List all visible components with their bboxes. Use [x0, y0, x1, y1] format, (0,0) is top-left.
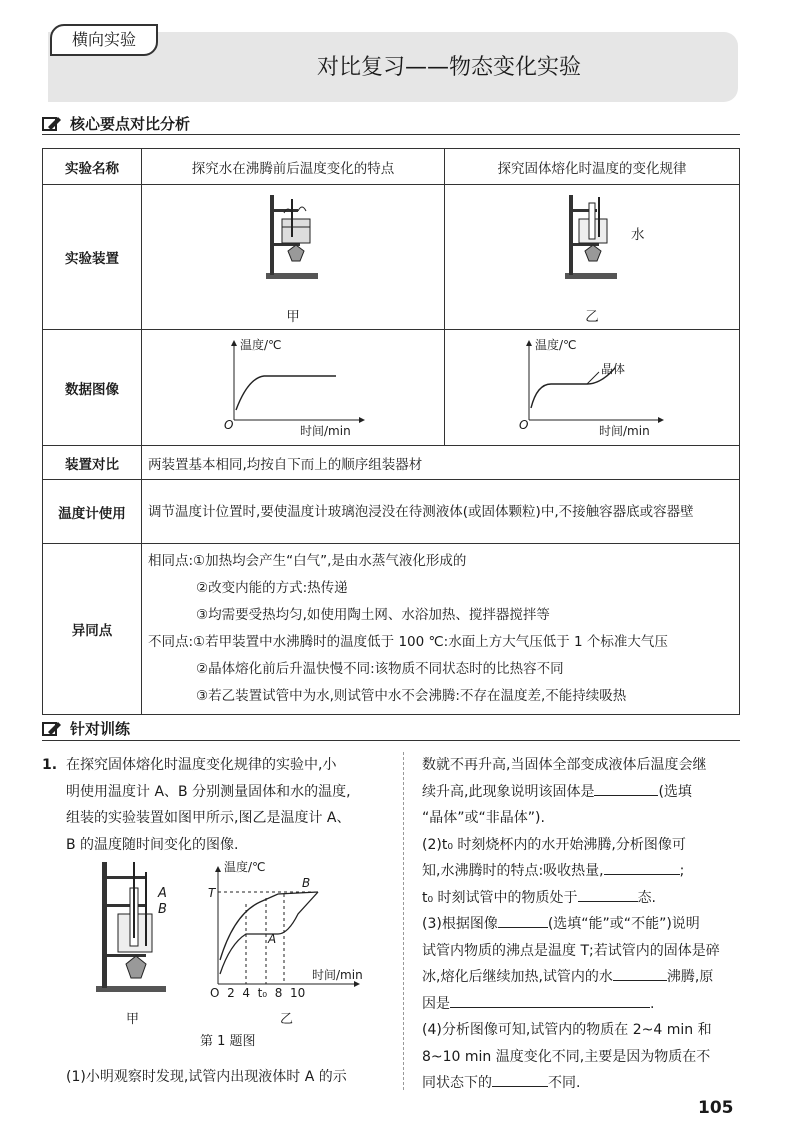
list-item: ③若乙装置试管中为水,则试管中水不会沸腾:不存在温度差,不能持续吸热 — [196, 688, 627, 704]
part1-start: (1)小明观察时发现,试管内出现液体时 A 的示 — [66, 1069, 347, 1085]
stem-line: 组装的实验装置如图甲所示,图乙是温度计 A、 — [66, 810, 351, 826]
divider — [42, 134, 740, 135]
answer-blank[interactable] — [594, 779, 658, 796]
crystal-label: 晶体 — [601, 361, 626, 376]
text-line: (3)根据图像 — [422, 916, 498, 932]
answer-blank[interactable] — [450, 991, 650, 1008]
curve-label-A: A — [268, 932, 277, 946]
answer-blank[interactable] — [613, 964, 667, 981]
apparatus-label: 乙 — [585, 309, 599, 325]
curve-label-B: B — [302, 876, 311, 890]
water-label: 水 — [631, 227, 645, 243]
text-line: t₀ 时刻试管中的物质处于 — [422, 889, 578, 906]
table-row — [43, 149, 740, 185]
answer-blank[interactable] — [578, 885, 638, 902]
column-divider — [403, 752, 404, 1090]
apparatus-yi — [445, 185, 740, 330]
question-number: 1. — [42, 757, 58, 773]
answer-blank[interactable] — [604, 858, 680, 875]
section-heading-practice: 针对训练 — [42, 718, 130, 739]
section-tag: 横向实验 — [50, 24, 158, 56]
text-line: . — [650, 995, 655, 1012]
text-line: 续升高,此现象说明该固体是 — [422, 783, 595, 800]
x-axis-label: 时间/min — [300, 423, 351, 438]
pencil-note-icon — [42, 721, 62, 737]
table-row — [43, 330, 740, 446]
table-header-cell: 探究水在沸腾前后温度变化的特点 — [142, 149, 445, 185]
text-line: 态. — [637, 889, 657, 906]
list-item: 相同点:①加热均会产生“白气”,是由水蒸气液化形成的 — [148, 553, 467, 569]
y-axis-label: 温度/℃ — [224, 860, 266, 874]
row-label: 装置对比 — [43, 446, 142, 480]
x-axis-label: 时间/min — [312, 968, 363, 982]
text-line: 因是 — [422, 995, 450, 1012]
row-label: 数据图像 — [43, 330, 142, 446]
y-axis-label: 温度/℃ — [240, 337, 282, 352]
stem-line: 在探究固体熔化时温度变化规律的实验中,小 — [66, 757, 337, 773]
diff-points — [142, 544, 740, 715]
page-number: 105 — [698, 1098, 734, 1118]
list-item: ②晶体熔化前后升温快慢不同:该物质不同状态时的比热容不同 — [196, 661, 564, 677]
text-line: “晶体”或“非晶体”). — [422, 810, 545, 826]
text-line: (选填“能”或“不能”)说明 — [547, 916, 700, 932]
table-header-cell: 探究固体熔化时温度的变化规律 — [445, 149, 740, 185]
graph-boiling — [142, 330, 445, 446]
answer-blank[interactable] — [498, 911, 548, 928]
question-right-column — [422, 752, 742, 1097]
list-item: ②改变内能的方式:热传递 — [196, 580, 348, 596]
table-row — [43, 446, 740, 480]
text-line: 不同. — [548, 1075, 581, 1091]
apparatus-label: 甲 — [286, 309, 300, 325]
origin-label: O — [519, 417, 529, 432]
thermometer-text: 调节温度计位置时,要使温度计玻璃泡浸没在待测液体(或固体颗粒)中,不接触容器底或容器壁 — [142, 480, 740, 544]
stem-line: B 的温度随时间变化的图像. — [66, 836, 239, 853]
table-row — [43, 480, 740, 544]
text-line: ; — [679, 863, 685, 879]
temperature-graph — [208, 864, 368, 1004]
text-line: (选填 — [658, 783, 692, 800]
text-line: 沸腾,原 — [666, 969, 714, 985]
text-line: 同状态下的 — [422, 1075, 492, 1091]
table-row — [43, 544, 740, 715]
row-label: 温度计使用 — [43, 480, 142, 544]
stem-line: 明使用温度计 A、B 分别测量固体和水的温度, — [66, 783, 351, 800]
melting-apparatus-drawing — [557, 189, 627, 301]
label-A: A — [158, 886, 167, 901]
list-item: ③均需要受热均匀,如使用陶土网、水浴加热、搅拌器搅拌等 — [196, 607, 550, 623]
comparison-table — [42, 148, 740, 715]
x-axis-label: 时间/min — [599, 423, 650, 438]
section-heading-analysis: 核心要点对比分析 — [42, 113, 190, 134]
text-line: 冰,熔化后继续加热,试管内的水 — [422, 969, 613, 985]
figure-label-yi: 乙 — [280, 1012, 294, 1027]
question-stem — [42, 752, 392, 858]
text-line: (2)t₀ 时刻烧杯内的水开始沸腾,分析图像可 — [422, 836, 686, 853]
text-line: 数就不再升高,当固体全部变成液体后温度会继 — [422, 757, 707, 773]
pencil-note-icon — [42, 116, 62, 132]
divider — [42, 740, 740, 741]
apparatus-jia — [142, 185, 445, 330]
row-label: 异同点 — [43, 544, 142, 715]
apparatus-drawing — [90, 858, 180, 1008]
label-T: T — [208, 886, 216, 900]
row-label: 实验装置 — [43, 185, 142, 330]
origin-label: O — [224, 417, 234, 432]
question-figure — [90, 858, 370, 1048]
x-tick-labels: O 2 4 t₀ 8 10 — [210, 986, 306, 1000]
page-title: 对比复习——物态变化实验 — [316, 55, 581, 80]
list-item: 不同点:①若甲装置中水沸腾时的温度低于 100 ℃:水面上方大气压低于 1 个标准大气压 — [148, 634, 668, 650]
boiling-apparatus-drawing — [258, 189, 328, 301]
graph-melting — [445, 330, 740, 446]
table-row — [43, 185, 740, 330]
text-line: 知,水沸腾时的特点:吸收热量, — [422, 863, 604, 879]
table-header-cell: 实验名称 — [43, 149, 142, 185]
compare-text: 两装置基本相同,均按自下而上的顺序组装器材 — [142, 446, 740, 480]
y-axis-label: 温度/℃ — [535, 337, 577, 352]
answer-blank[interactable] — [492, 1070, 548, 1087]
text-line: (4)分析图像可知,试管内的物质在 2~4 min 和 — [422, 1022, 712, 1038]
text-line: 8~10 min 温度变化不同,主要是因为物质在不 — [422, 1048, 711, 1065]
label-B: B — [158, 902, 167, 917]
figure-label-jia: 甲 — [126, 1012, 140, 1027]
figure-caption: 第 1 题图 — [200, 1034, 256, 1049]
text-line: 试管内物质的沸点是温度 T;若试管内的固体是碎 — [422, 942, 720, 959]
